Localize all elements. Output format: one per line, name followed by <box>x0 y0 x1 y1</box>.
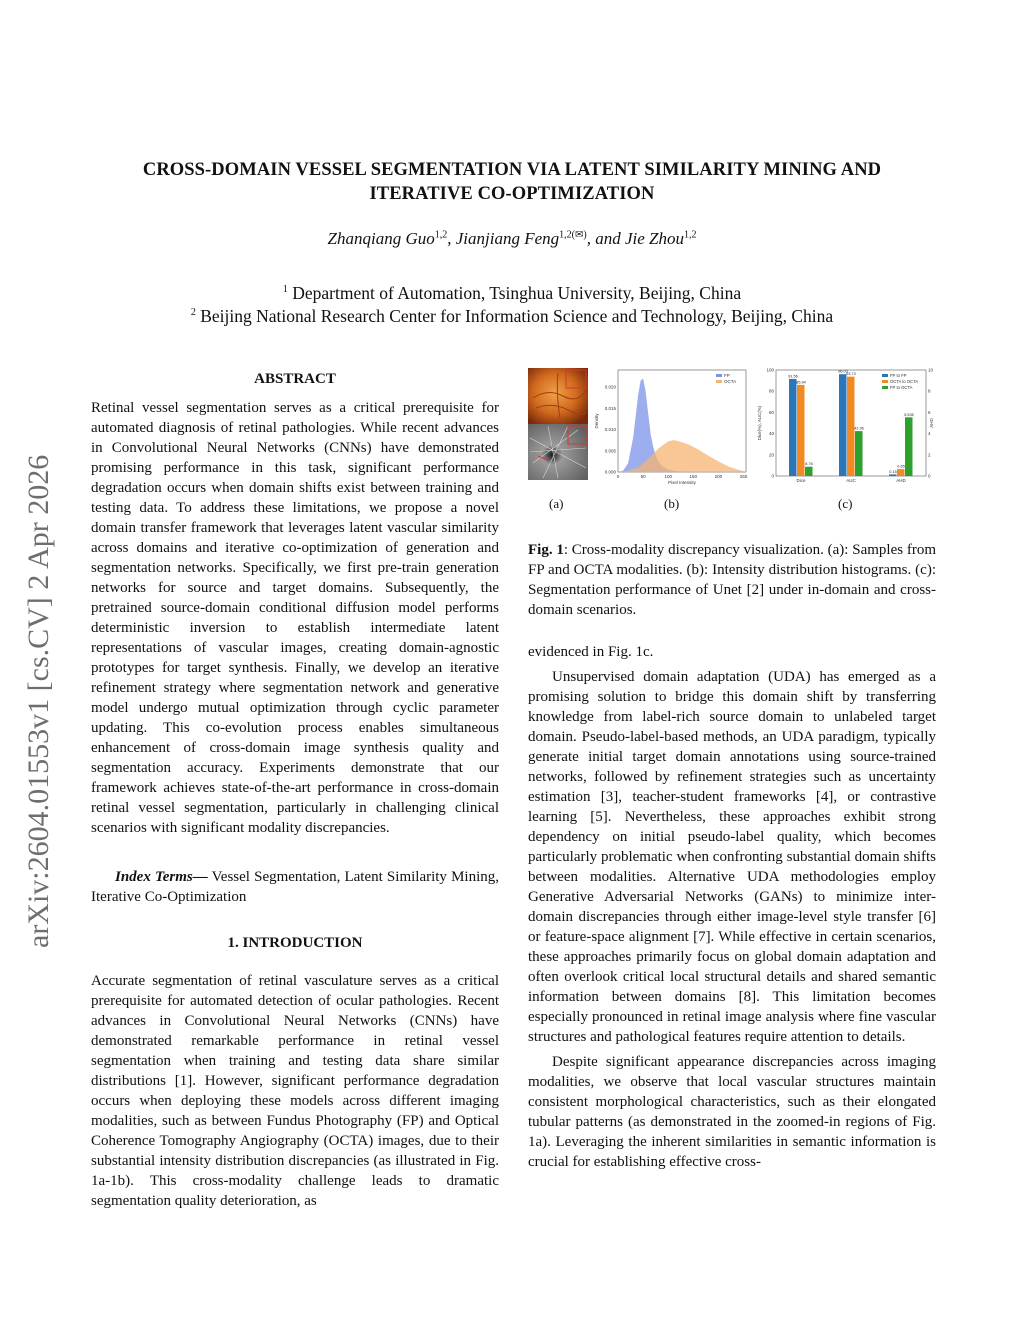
legend-swatch <box>882 386 888 389</box>
intro-paragraph-2: Unsupervised domain adaptation (UDA) has emerged as a promising solution to bridge this domain shift by transferring knowledge from label-rich source domain to unlabeled target domain. Pseudo-label-based methods, an UDA paradigm, typically generate initial target domain annotations using source-trained networks, followed by refinement strategies such as uncertainty estimation [3], teacher-student frameworks [4], or contrastive learning [5]. Nevertheless, these approaches exhibit strong dependency on initial pseudo-label quality, which becomes particularly problematic when confronting substantial domain shifts between modalities. Alternative UDA methodologies employ Generative Adversarial Networks (GANs) to minimize inter-domain discrepancies through either image-level style transfer [6] or feature-space alignment [7]. While effective in certain scenarios, these approaches primarily focus on global domain adaptation and often overlook critical local structural details and shared semantic information between domains [8]. This limitation becomes especially pronounced in retinal image analysis where fine vascular structures and pathological features require attention to details. <box>528 669 936 1045</box>
figure-caption-text: : Cross-modality discrepancy visualization. (a): Samples from FP and OCTA modalities. (b): Intensity distribution histograms. (c): Segmentation performance of Unet [2] under in-domain and cross-domain scenarios. <box>528 542 936 618</box>
author-2-affil: 1,2(✉) <box>559 229 587 241</box>
y-tick-label: 0.000 <box>604 469 616 475</box>
index-terms-label: Index Terms— <box>115 869 208 885</box>
intro-paragraph-3: Despite significant appearance discrepancies across imaging modalities, we observe that local vascular structures maintain consistent morphological characteristics, such as their elongated tubular patterns (as demonstrated in the zoomed-in regions of Fig. 1a). Leveraging the inherent similarities in semantic information is crucial for establishing effective cross- <box>528 1054 936 1170</box>
bar-auc-fp-to-octa <box>855 431 863 476</box>
intro-body-left <box>91 971 499 1211</box>
intro-heading: 1. INTRODUCTION <box>227 935 363 951</box>
bar-dice-fp-to-fp <box>789 379 797 476</box>
legend-label: FP to OCTA <box>890 385 913 390</box>
bar-value-label: 91.56 <box>788 374 798 379</box>
legend-swatch-fp <box>716 374 722 377</box>
y2-tick-label: 6 <box>928 409 931 415</box>
legend-swatch <box>882 374 888 377</box>
bar-value-label: 0.65 <box>897 464 905 469</box>
arxiv-id: arXiv:2604.01553v1 [cs.CV] 2 Apr 2026 <box>22 454 55 948</box>
figure-1b-chart <box>594 366 750 486</box>
bar-auc-fp-to-fp <box>839 374 847 476</box>
affiliation-2 <box>100 301 924 328</box>
y-tick-label: 0.010 <box>604 427 616 432</box>
y-tick-label: 0.015 <box>604 405 616 411</box>
abstract-body <box>91 398 499 838</box>
y2-tick-label: 2 <box>928 452 931 458</box>
x-tick-label: 200 <box>714 474 723 479</box>
paper-title <box>100 158 924 206</box>
bar-value-label: 93.73 <box>846 372 856 377</box>
author-1-affil: 1,2 <box>434 229 448 241</box>
octa-image <box>528 424 588 480</box>
x-tick-label: 50 <box>640 474 646 479</box>
title-line-2: ITERATIVE CO-OPTIMIZATION <box>369 184 655 204</box>
y2-tick-label: 4 <box>928 431 931 437</box>
author-list <box>100 229 924 249</box>
fig1a-images <box>528 368 588 480</box>
bar-ahd-fp-to-octa <box>905 417 913 476</box>
bar-value-label: 42.36 <box>854 426 864 431</box>
author-1: Zhanqiang Guo <box>327 229 435 248</box>
y2-axis-label: AHD <box>929 418 934 428</box>
author-sep-1: , <box>447 229 456 248</box>
y-axis-label: Density <box>594 413 599 429</box>
legend-swatch-octa <box>716 380 722 383</box>
legend-label: FP to FP <box>890 373 907 378</box>
x-tick-label: 0 <box>616 474 620 479</box>
x-axis-label: Pixel Intensity <box>668 480 696 485</box>
bar-ahd-octa-to-octa <box>897 469 905 476</box>
affiliation-1-text: Department of Automation, Tsinghua University, Beijing, China <box>292 282 742 303</box>
category-label: Dice <box>796 478 806 483</box>
author-sep-2: , and <box>586 229 625 248</box>
y-tick-label: 0 <box>771 473 774 479</box>
bar-value-label: 8.76 <box>805 462 813 467</box>
y-tick-label: 40 <box>768 431 774 437</box>
y2-tick-label: 0 <box>928 473 931 479</box>
author-3-affil: 1,2 <box>683 229 697 241</box>
category-label: AUC <box>846 478 856 483</box>
intro-heading-wrap <box>91 933 499 953</box>
y-axis-label: Dice(%), AUC(%) <box>757 405 762 441</box>
legend-label-fp: FP <box>724 373 730 378</box>
index-terms <box>91 867 499 907</box>
intro-paragraph-1: Accurate segmentation of retinal vasculature serves as a critical prerequisite for automated detection of ocular pathologies. Recent advances in Convolutional Neural Networks (CNNs) have demonstrated remarkable performance in retinal vessel segmentation when training and testing data share similar distributions [1]. However, significant performance degradation occurs when deploying these models across different imaging modalities, such as between Fundus Photography (FP) and Optical Coherence Tomography Angiography (OCTA) images, due to their substantial intensity distribution discrepancies (as illustrated in Fig. 1a-1b). This cross-modality challenge leads to dramatic segmentation quality deterioration, as <box>91 973 499 1209</box>
fig-label-a: (a) <box>549 496 564 511</box>
author-3: Jie Zhou <box>624 229 684 248</box>
y-tick-label: 0.005 <box>604 448 616 454</box>
y2-tick-label: 10 <box>928 367 934 373</box>
affiliation-2-text: Beijing National Research Center for Information Science and Technology, Beijing, China <box>200 305 834 326</box>
y-tick-label: 60 <box>768 409 774 415</box>
intro-body-right <box>528 642 936 1172</box>
y2-tick-label: 8 <box>928 388 931 394</box>
bar-value-label: 96.03 <box>838 369 848 374</box>
fig-label-b: (b) <box>664 496 680 511</box>
y-tick-label: 0.020 <box>604 384 616 390</box>
affiliation-2-marker: 2 <box>190 307 196 318</box>
affiliation-1-marker: 1 <box>282 284 288 295</box>
figure-caption <box>528 540 936 620</box>
y-tick-label: 20 <box>768 452 774 458</box>
figure-1c-chart <box>756 366 936 486</box>
index-terms-text: Vessel Segmentation, Latent Similarity Mining, Iterative Co-Optimization <box>91 869 499 905</box>
abstract-text: Retinal vessel segmentation serves as a critical prerequisite for automated diagnosis of retinal pathologies. While recent advances in Convolutional Neural Networks (CNNs) have demonstrated promising performance in this task, significant performance degradation occurs when domain shifts exist between training and testing data. To address these limitations, we propose a novel domain transfer framework that leverages latent vascular similarity across domains and iterative co-optimization of generation and segmentation networks. Specifically, we first pre-train generation networks for source and target domains. Subsequently, the pretrained source-domain conditional diffusion model performs deterministic inversion to establish intermediate latent representations of vascular images, creating domain-agnostic prototypes for target synthesis. Finally, we develop an iterative refinement strategy where segmentation network and generative model undergo mutual optimization through cyclic parameter updating. This co-evolution process enables simultaneous enhancement of cross-domain image synthesis quality and segmentation accuracy. Experiments demonstrate that our framework achieves state-of-the-art performance in cross-domain retinal vessel segmentation, particularly in challenging clinical scenarios with significant modality discrepancies. <box>91 400 499 836</box>
arxiv-stamp <box>18 380 56 950</box>
legend-swatch <box>882 380 888 383</box>
bar-value-label: 5.535 <box>904 412 914 417</box>
y-tick-label: 100 <box>766 367 774 373</box>
x-tick-label: 250 <box>739 474 748 479</box>
bar-ahd-fp-to-fp <box>889 474 897 476</box>
x-tick-label: 150 <box>689 474 698 479</box>
figure-caption-label: Fig. 1 <box>528 542 564 558</box>
abstract-heading-wrap <box>91 369 499 389</box>
fig-label-c: (c) <box>838 496 853 511</box>
category-label: AHD <box>896 478 906 483</box>
figure-1a <box>528 368 588 480</box>
author-2: Jianjiang Feng <box>455 229 560 248</box>
abstract-heading: ABSTRACT <box>254 371 336 387</box>
title-line-1: CROSS-DOMAIN VESSEL SEGMENTATION VIA LATENT SIMILARITY MINING AND <box>142 160 882 180</box>
bar-value-label: 85.94 <box>796 380 806 385</box>
bar-dice-fp-to-octa <box>805 467 813 476</box>
legend-label: OCTA to OCTA <box>890 379 919 384</box>
intro-paragraph-1-cont: evidenced in Fig. 1c. <box>528 644 654 660</box>
y-tick-label: 80 <box>768 388 774 394</box>
x-tick-label: 100 <box>664 474 672 479</box>
legend-label-octa: OCTA <box>724 379 737 384</box>
bar-dice-octa-to-octa <box>797 385 805 476</box>
bar-value-label: 0.15 <box>889 469 897 474</box>
